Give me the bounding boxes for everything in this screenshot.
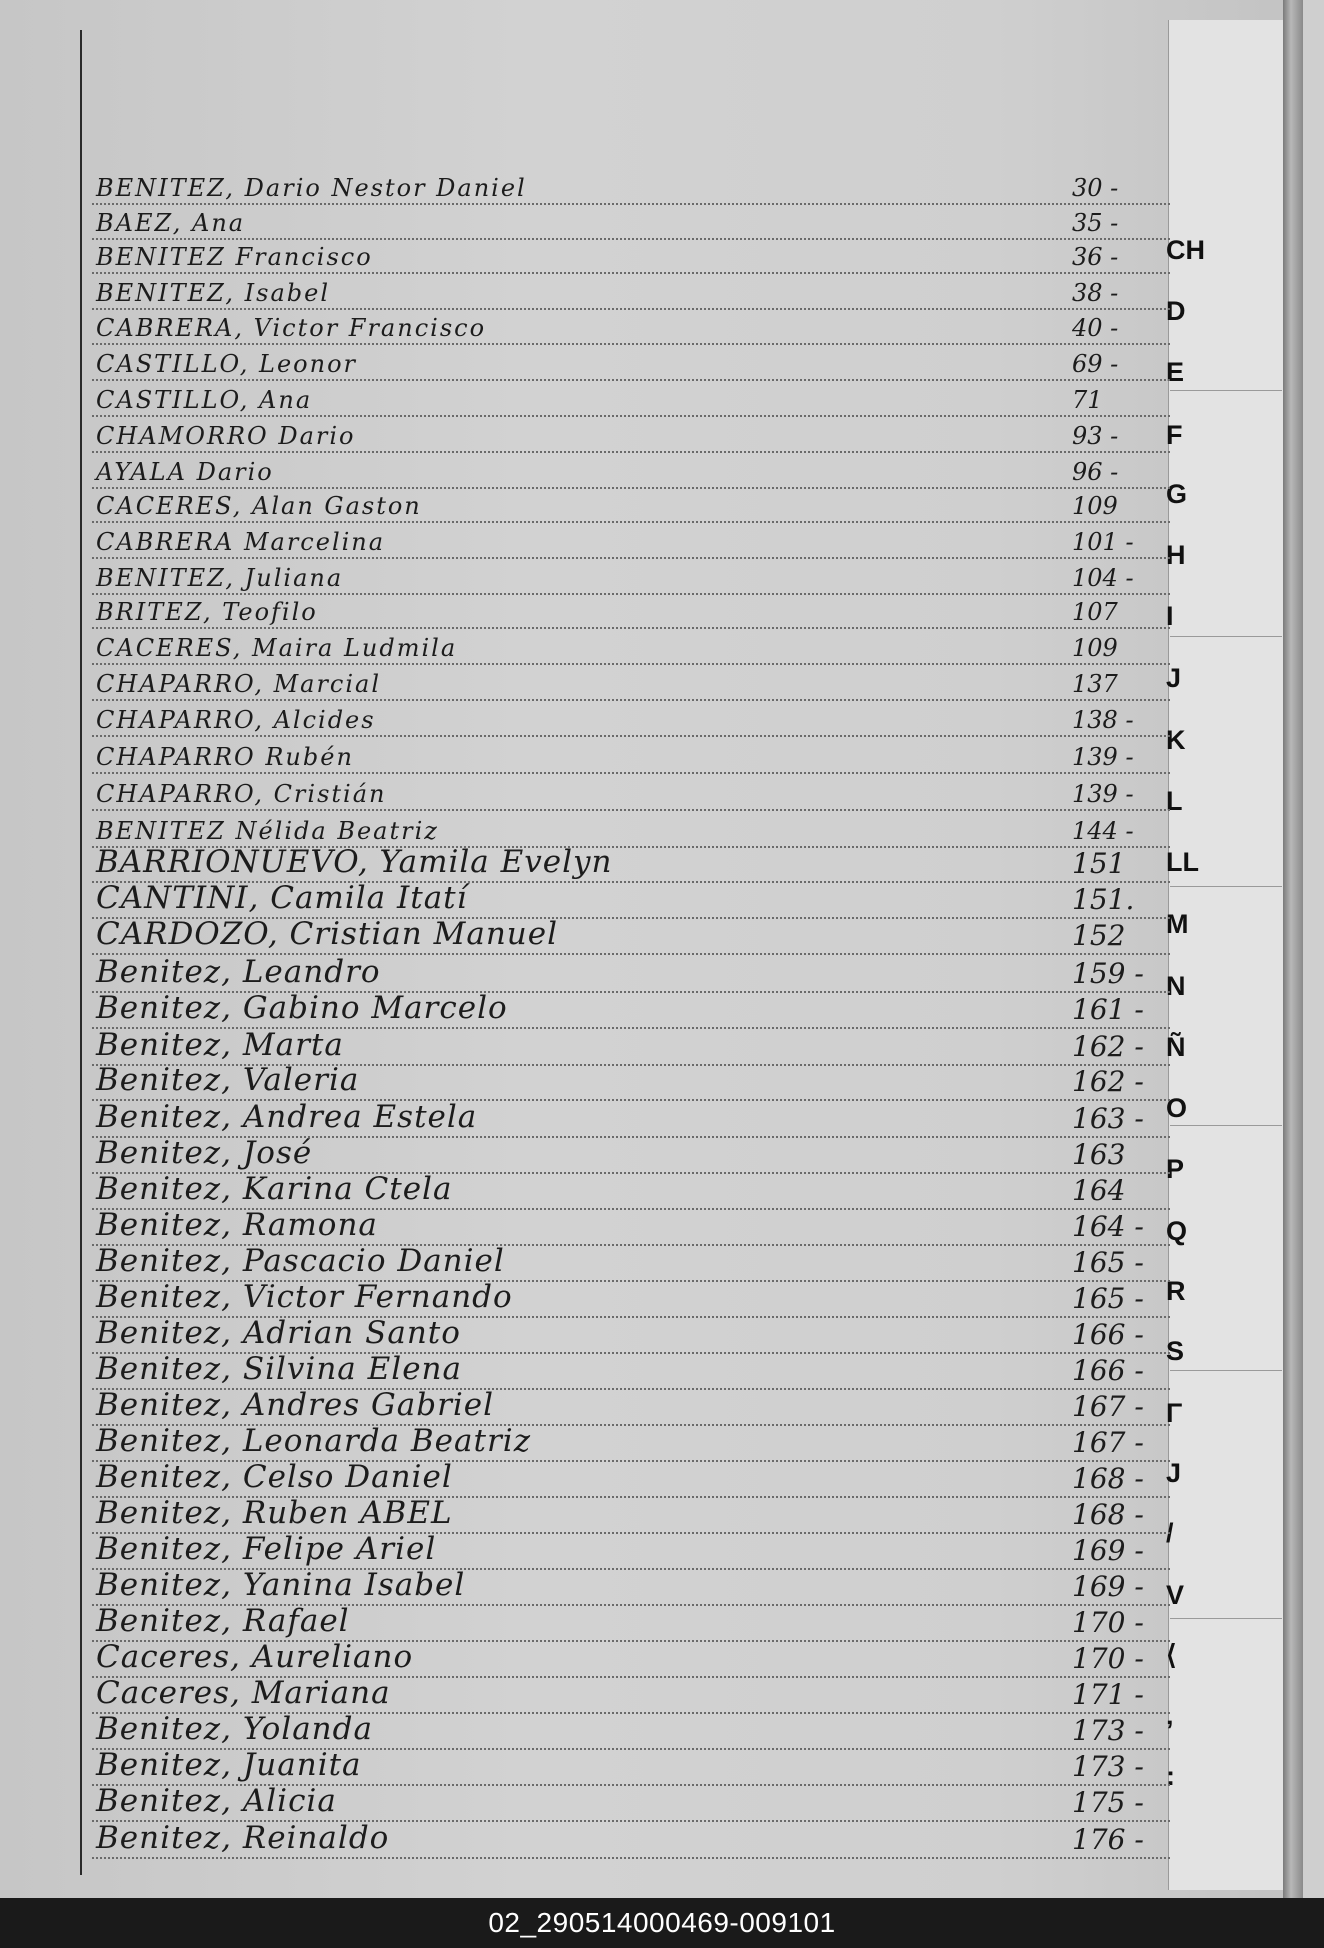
entry-page-number: 170 - xyxy=(1072,1606,1144,1639)
entry-page-number: 162 - xyxy=(1072,1065,1144,1098)
entry-name: Benitez, Ruben ABEL xyxy=(96,1495,453,1531)
entry-name: Benitez, Leandro xyxy=(96,954,381,990)
entry-name: Benitez, Yanina Isabel xyxy=(96,1567,466,1603)
list-item xyxy=(92,242,1170,274)
list-item xyxy=(92,954,1170,993)
list-item xyxy=(92,633,1170,665)
entry-name: Benitez, Leonarda Beatriz xyxy=(96,1423,532,1459)
index-tab-j[interactable]: J xyxy=(1166,663,1182,693)
index-tab-o[interactable]: O xyxy=(1166,1093,1188,1123)
entry-page-number: 69 - xyxy=(1072,350,1119,378)
entry-name: BENITEZ, Juliana xyxy=(96,564,344,592)
index-tab-z[interactable]: : xyxy=(1166,1761,1175,1791)
entry-name: Benitez, Gabino Marcelo xyxy=(96,990,508,1026)
entry-page-number: 35 - xyxy=(1072,209,1119,237)
list-item xyxy=(92,1603,1170,1642)
entry-name: BENITEZ, Isabel xyxy=(96,279,331,307)
list-item xyxy=(92,916,1170,955)
index-tab-m[interactable]: M xyxy=(1166,909,1189,939)
index-tab-s[interactable]: S xyxy=(1166,1336,1185,1366)
entry-page-number: 107 xyxy=(1072,598,1118,626)
entry-page-number: 165 - xyxy=(1072,1282,1144,1315)
entry-name: Benitez, Felipe Ariel xyxy=(96,1531,437,1567)
entry-name: Benitez, Andrea Estela xyxy=(96,1099,478,1135)
list-item xyxy=(92,385,1170,417)
list-item xyxy=(92,1062,1170,1101)
entry-name: Benitez, Victor Fernando xyxy=(96,1279,513,1315)
entry-name: Benitez, Marta xyxy=(96,1027,344,1063)
entry-name: CASTILLO, Leonor xyxy=(96,350,357,378)
entry-name: CABRERA, Victor Francisco xyxy=(96,314,487,342)
entry-page-number: 164 - xyxy=(1072,1210,1144,1243)
entry-page-number: 38 - xyxy=(1072,279,1119,307)
entry-name: BARRIONUEVO, Yamila Evelyn xyxy=(96,844,613,880)
entry-page-number: 169 - xyxy=(1072,1534,1144,1567)
entry-page-number: 138 - xyxy=(1072,706,1134,734)
entry-name: CARDOZO, Cristian Manuel xyxy=(96,916,559,952)
entry-page-number: 168 - xyxy=(1072,1462,1144,1495)
entry-page-number: 162 - xyxy=(1072,1030,1144,1063)
image-caption: 02_290514000469-009101 xyxy=(488,1907,836,1938)
list-item xyxy=(92,1711,1170,1750)
entry-page-number: 169 - xyxy=(1072,1570,1144,1603)
book-binding xyxy=(1283,0,1303,1898)
entry-name: Benitez, Ramona xyxy=(96,1207,378,1243)
index-tab-i[interactable]: I xyxy=(1166,601,1174,631)
entry-name: Benitez, Yolanda xyxy=(96,1711,373,1747)
index-tab-p[interactable]: P xyxy=(1166,1154,1185,1184)
list-item xyxy=(92,563,1170,595)
entry-name: BENITEZ Francisco xyxy=(96,243,373,271)
list-item xyxy=(92,597,1170,629)
entry-name: Benitez, Rafael xyxy=(96,1603,350,1639)
entry-page-number: 151. xyxy=(1072,883,1135,916)
list-item xyxy=(92,1675,1170,1714)
index-tab-n[interactable]: N xyxy=(1166,971,1186,1001)
list-item xyxy=(92,669,1170,701)
entry-name: CHAPARRO, Cristián xyxy=(96,780,387,808)
list-item xyxy=(92,1495,1170,1534)
list-item xyxy=(92,1387,1170,1426)
entry-page-number: 104 - xyxy=(1072,564,1134,592)
entry-page-number: 159 - xyxy=(1072,957,1144,990)
entry-page-number: 93 - xyxy=(1072,422,1119,450)
index-tab-x[interactable]: ⟨ xyxy=(1166,1640,1177,1670)
list-item xyxy=(92,880,1170,919)
entry-page-number: 166 - xyxy=(1072,1354,1144,1387)
list-item xyxy=(92,1423,1170,1462)
entry-name: Caceres, Mariana xyxy=(96,1675,391,1711)
list-item xyxy=(92,1171,1170,1210)
entry-page-number: 173 - xyxy=(1072,1714,1144,1747)
list-item xyxy=(92,990,1170,1029)
entry-name: Caceres, Aureliano xyxy=(96,1639,414,1675)
entry-page-number: 166 - xyxy=(1072,1318,1144,1351)
entry-page-number: 30 - xyxy=(1072,174,1119,202)
entry-name: BENITEZ Nélida Beatriz xyxy=(96,817,439,845)
list-item xyxy=(92,1351,1170,1390)
list-item xyxy=(92,527,1170,559)
entry-name: CHAPARRO Rubén xyxy=(96,743,354,771)
index-tab-d[interactable]: D xyxy=(1166,296,1186,326)
entry-name: Benitez, Celso Daniel xyxy=(96,1459,453,1495)
index-tab-f[interactable]: F xyxy=(1166,420,1183,450)
entry-page-number: 144 - xyxy=(1072,817,1134,845)
entry-page-number: 173 - xyxy=(1072,1750,1144,1783)
list-item xyxy=(92,208,1170,240)
index-tab-r[interactable]: R xyxy=(1166,1276,1186,1306)
index-tab-u[interactable]: J xyxy=(1166,1458,1182,1488)
entry-name: AYALA Dario xyxy=(96,458,274,486)
entry-page-number: 36 - xyxy=(1072,243,1119,271)
index-tab-g[interactable]: G xyxy=(1166,479,1188,509)
entry-name: CHAPARRO, Marcial xyxy=(96,670,382,698)
entry-page-number: 109 xyxy=(1072,492,1118,520)
entry-name: Benitez, Silvina Elena xyxy=(96,1351,462,1387)
entry-page-number: 168 - xyxy=(1072,1498,1144,1531)
entry-name: Benitez, Karina Ctela xyxy=(96,1171,453,1207)
entry-name: CANTINI, Camila Itatí xyxy=(96,880,468,916)
entry-name: Benitez, Pascacio Daniel xyxy=(96,1243,505,1279)
entry-page-number: 139 - xyxy=(1072,780,1134,808)
index-tab-k[interactable]: K xyxy=(1166,725,1186,755)
list-item xyxy=(92,1783,1170,1822)
entry-name: BAEZ, Ana xyxy=(96,209,246,237)
index-tab-ll[interactable]: LL xyxy=(1166,847,1199,877)
list-item xyxy=(92,1747,1170,1786)
tab-divider xyxy=(1170,886,1282,887)
book-edge xyxy=(1303,0,1324,1898)
entry-page-number: 96 - xyxy=(1072,458,1119,486)
list-item xyxy=(92,1567,1170,1606)
entry-name: Benitez, Juanita xyxy=(96,1747,362,1783)
entry-name: CASTILLO, Ana xyxy=(96,386,313,414)
index-tab-l[interactable]: L xyxy=(1166,786,1183,816)
index-tab-t[interactable]: Γ xyxy=(1166,1398,1183,1428)
tab-divider xyxy=(1170,1618,1282,1619)
entry-page-number: 163 - xyxy=(1072,1102,1144,1135)
entry-page-number: 40 - xyxy=(1072,314,1119,342)
entry-page-number: 175 - xyxy=(1072,1786,1144,1819)
index-tab-e[interactable]: E xyxy=(1166,357,1185,387)
entry-page-number: 167 - xyxy=(1072,1390,1144,1423)
entry-page-number: 161 - xyxy=(1072,993,1144,1026)
index-tab-h[interactable]: H xyxy=(1166,540,1186,570)
list-item xyxy=(92,844,1170,883)
list-item xyxy=(92,421,1170,453)
entry-name: CHAMORRO Dario xyxy=(96,422,356,450)
list-item xyxy=(92,779,1170,811)
list-item xyxy=(92,1459,1170,1498)
list-item xyxy=(92,313,1170,345)
list-item xyxy=(92,1315,1170,1354)
entry-name: Benitez, Andres Gabriel xyxy=(96,1387,495,1423)
entry-name: Benitez, Valeria xyxy=(96,1062,360,1098)
list-item xyxy=(92,1531,1170,1570)
entry-page-number: 101 - xyxy=(1072,528,1134,556)
list-item xyxy=(92,491,1170,523)
list-item xyxy=(92,705,1170,737)
index-tab-q[interactable]: Q xyxy=(1166,1216,1188,1246)
list-item xyxy=(92,1135,1170,1174)
list-item xyxy=(92,1207,1170,1246)
list-item xyxy=(92,1820,1170,1859)
list-item xyxy=(92,173,1170,205)
index-tab-y[interactable]: ‚ xyxy=(1166,1700,1174,1730)
tab-divider xyxy=(1170,636,1282,637)
index-tab-enie[interactable]: Ñ xyxy=(1166,1032,1186,1062)
entry-page-number: 152 xyxy=(1072,919,1126,952)
list-item xyxy=(92,742,1170,774)
list-item xyxy=(92,349,1170,381)
entry-page-number: 137 xyxy=(1072,670,1118,698)
entry-page-number: 170 - xyxy=(1072,1642,1144,1675)
entry-page-number: 109 xyxy=(1072,634,1118,662)
entry-page-number: 176 - xyxy=(1072,1823,1144,1856)
entry-name: CABRERA Marcelina xyxy=(96,528,386,556)
entry-name: Benitez, Adrian Santo xyxy=(96,1315,461,1351)
index-tab-ch[interactable]: CH xyxy=(1166,235,1205,265)
entry-page-number: 171 - xyxy=(1072,1678,1144,1711)
list-item xyxy=(92,1279,1170,1318)
entry-page-number: 151 xyxy=(1072,847,1126,880)
list-item xyxy=(92,278,1170,310)
entry-page-number: 167 - xyxy=(1072,1426,1144,1459)
entry-name: CACERES, Alan Gaston xyxy=(96,492,422,520)
index-tab-v[interactable]: V xyxy=(1166,1580,1185,1610)
entry-page-number: 71 xyxy=(1072,386,1103,414)
entry-name: Benitez, Reinaldo xyxy=(96,1820,390,1856)
entry-page-number: 139 - xyxy=(1072,743,1134,771)
list-item xyxy=(92,457,1170,489)
entry-page-number: 164 xyxy=(1072,1174,1126,1207)
entry-name: BRITEZ, Teofilo xyxy=(96,598,318,626)
entry-page-number: 163 xyxy=(1072,1138,1126,1171)
list-item xyxy=(92,1243,1170,1282)
index-tab-v-partial[interactable]: / xyxy=(1166,1518,1174,1548)
entry-name: Benitez, José xyxy=(96,1135,313,1171)
list-item xyxy=(92,1639,1170,1678)
entry-name: CACERES, Maira Ludmila xyxy=(96,634,458,662)
entry-name: BENITEZ, Dario Nestor Daniel xyxy=(96,174,527,202)
list-item xyxy=(92,1099,1170,1138)
entry-name: CHAPARRO, Alcides xyxy=(96,706,376,734)
entry-page-number: 165 - xyxy=(1072,1246,1144,1279)
entry-name: Benitez, Alicia xyxy=(96,1783,337,1819)
